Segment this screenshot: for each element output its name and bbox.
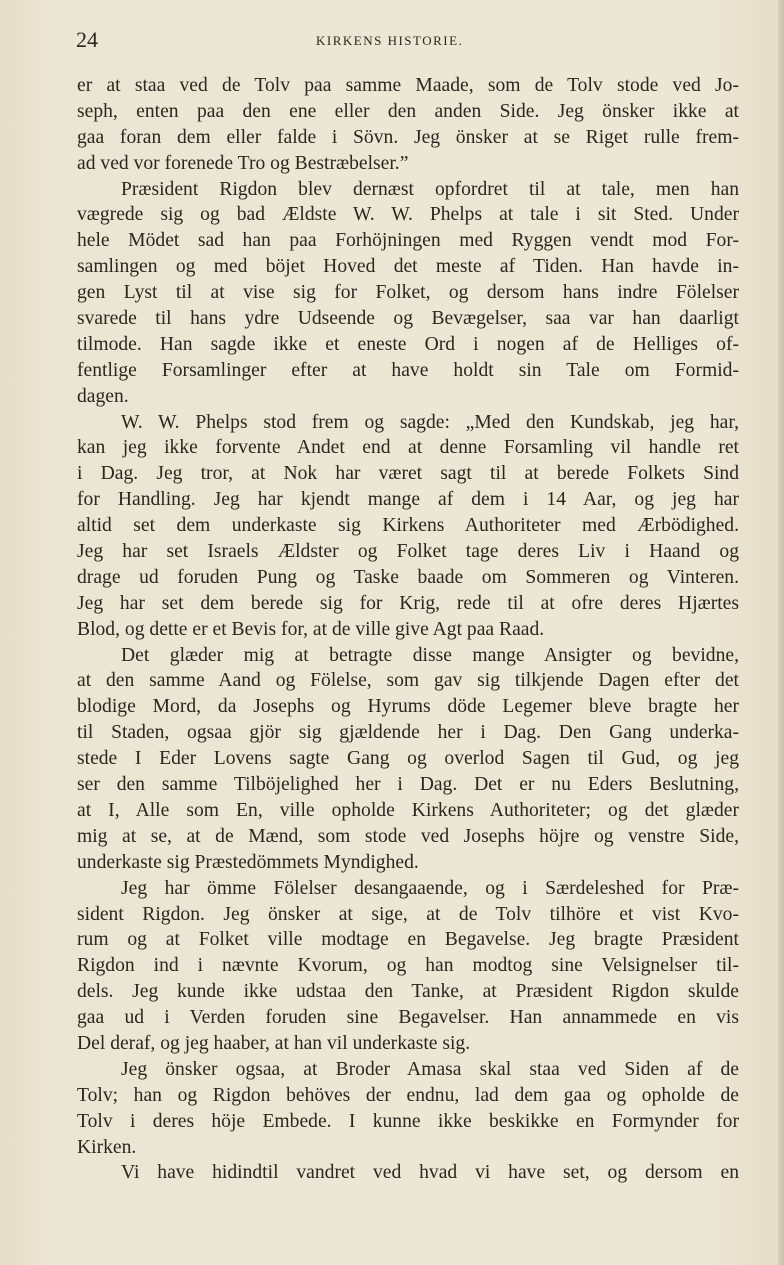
text-line: drage ud foruden Pung og Taske baade om Sommeren og Vinteren. (77, 566, 739, 588)
text-line: Jeg har set Israels Ældster og Folket tage deres Liv i Haand og (77, 541, 739, 563)
text-line: mig at se, at de Mænd, som stode ved Josephs höjre og venstre Side, (77, 825, 739, 847)
text-line: fentlige Forsamlinger efter at have holdt sin Tale om Formid- (77, 359, 739, 381)
text-line: i Dag. Jeg tror, at Nok har været sagt til at berede Folkets Sind (77, 463, 739, 485)
text-line: gaa ud i Verden foruden sine Begavelser. Han annammede en vis (77, 1007, 739, 1029)
text-line: ser den samme Tilböjelighed her i Dag. Det er nu Eders Beslutning, (77, 774, 739, 796)
text-line: Vi have hidindtil vandret ved hvad vi have set, og dersom en (121, 1162, 739, 1184)
text-line: stede I Eder Lovens sagte Gang og overlod Sagen til Gud, og jeg (77, 748, 739, 770)
text-line: seph, enten paa den ene eller den anden Side. Jeg önsker ikke at (77, 100, 739, 122)
text-line: kan jeg ikke forvente Andet end at denne Forsamling vil handle ret (77, 437, 739, 459)
text-line: Jeg önsker ogsaa, at Broder Amasa skal staa ved Siden af de (121, 1058, 739, 1080)
text-line: rum og at Folket ville modtage en Begavelse. Jeg bragte Præsident (77, 929, 739, 951)
text-line: Jeg har ömme Fölelser desangaaende, og i Særdeleshed for Præ- (121, 877, 739, 899)
text-line: hele Mödet sad han paa Forhöjningen med Ryggen vendt mod For- (77, 230, 739, 252)
text-line: altid set dem underkaste sig Kirkens Authoriteter med Ærbödighed. (77, 515, 739, 537)
text-line: dagen. (77, 385, 129, 407)
text-line: Kirken. (77, 1136, 137, 1158)
text-line: Præsident Rigdon blev dernæst opfordret til at tale, men han (121, 178, 739, 200)
text-line: samlingen og med böjet Hoved det meste af Tiden. Han havde in- (77, 256, 739, 278)
page-header (76, 28, 740, 52)
body-text (77, 73, 739, 1186)
text-line: Jeg har set dem berede sig for Krig, rede til at ofre deres Hjærtes (77, 592, 739, 614)
text-line: Det glæder mig at betragte disse mange Ansigter og bevidne, (121, 644, 739, 666)
text-line: W. W. Phelps stod frem og sagde: „Med den Kundskab, jeg har, (121, 411, 739, 433)
text-line: er at staa ved de Tolv paa samme Maade, som de Tolv stode ved Jo- (77, 75, 739, 96)
text-line: at den samme Aand og Fölelse, som gav sig tilkjende Dagen efter det (77, 670, 739, 692)
text-line: til Staden, ogsaa gjör sig gjældende her i Dag. Den Gang underka- (77, 722, 739, 744)
text-line: at I, Alle som En, ville opholde Kirkens Authoriteter; og det glæder (77, 799, 739, 821)
text-line: ad ved vor forenede Tro og Bestræbelser.” (77, 152, 409, 174)
page-edge (778, 0, 784, 1265)
text-line: Rigdon ind i nævnte Kvorum, og han modtog sine Velsignelser til- (77, 955, 739, 977)
text-line: underkaste sig Præstedömmets Myndighed. (77, 851, 419, 873)
text-line: sident Rigdon. Jeg önsker at sige, at de Tolv tilhöre et vist Kvo- (77, 903, 739, 925)
text-line: Blod, og dette er et Bevis for, at de ville give Agt paa Raad. (77, 618, 545, 640)
text-line: gaa foran dem eller falde i Sövn. Jeg önsker at se Riget rulle frem- (77, 126, 739, 148)
text-line: for Handling. Jeg har kjendt mange af dem i 14 Aar, og jeg har (77, 489, 739, 511)
text-line: Tolv; han og Rigdon behöves der endnu, lad dem gaa og opholde de (77, 1084, 739, 1106)
text-line: Tolv i deres höje Embede. I kunne ikke beskikke en Formynder for (77, 1110, 739, 1132)
running-title: KIRKENS HISTORIE. (316, 33, 464, 48)
text-line: dels. Jeg kunde ikke udstaa den Tanke, at Præsident Rigdon skulde (77, 981, 739, 1003)
text-line: gen Lyst til at vise sig for Folket, og dersom hans indre Fölelser (77, 282, 739, 304)
text-line: vægrede sig og bad Ældste W. W. Phelps at tale i sit Sted. Under (77, 204, 739, 226)
page-number: 24 (76, 27, 98, 52)
text-line: blodige Mord, da Josephs og Hyrums döde Legemer bleve bragte her (77, 696, 739, 718)
text-line: Del deraf, og jeg haaber, at han vil underkaste sig. (77, 1032, 471, 1054)
text-line: tilmode. Han sagde ikke et eneste Ord i nogen af de Helliges of- (77, 333, 739, 355)
text-line: svarede til hans ydre Udseende og Bevægelser, saa var han daarligt (77, 308, 739, 330)
